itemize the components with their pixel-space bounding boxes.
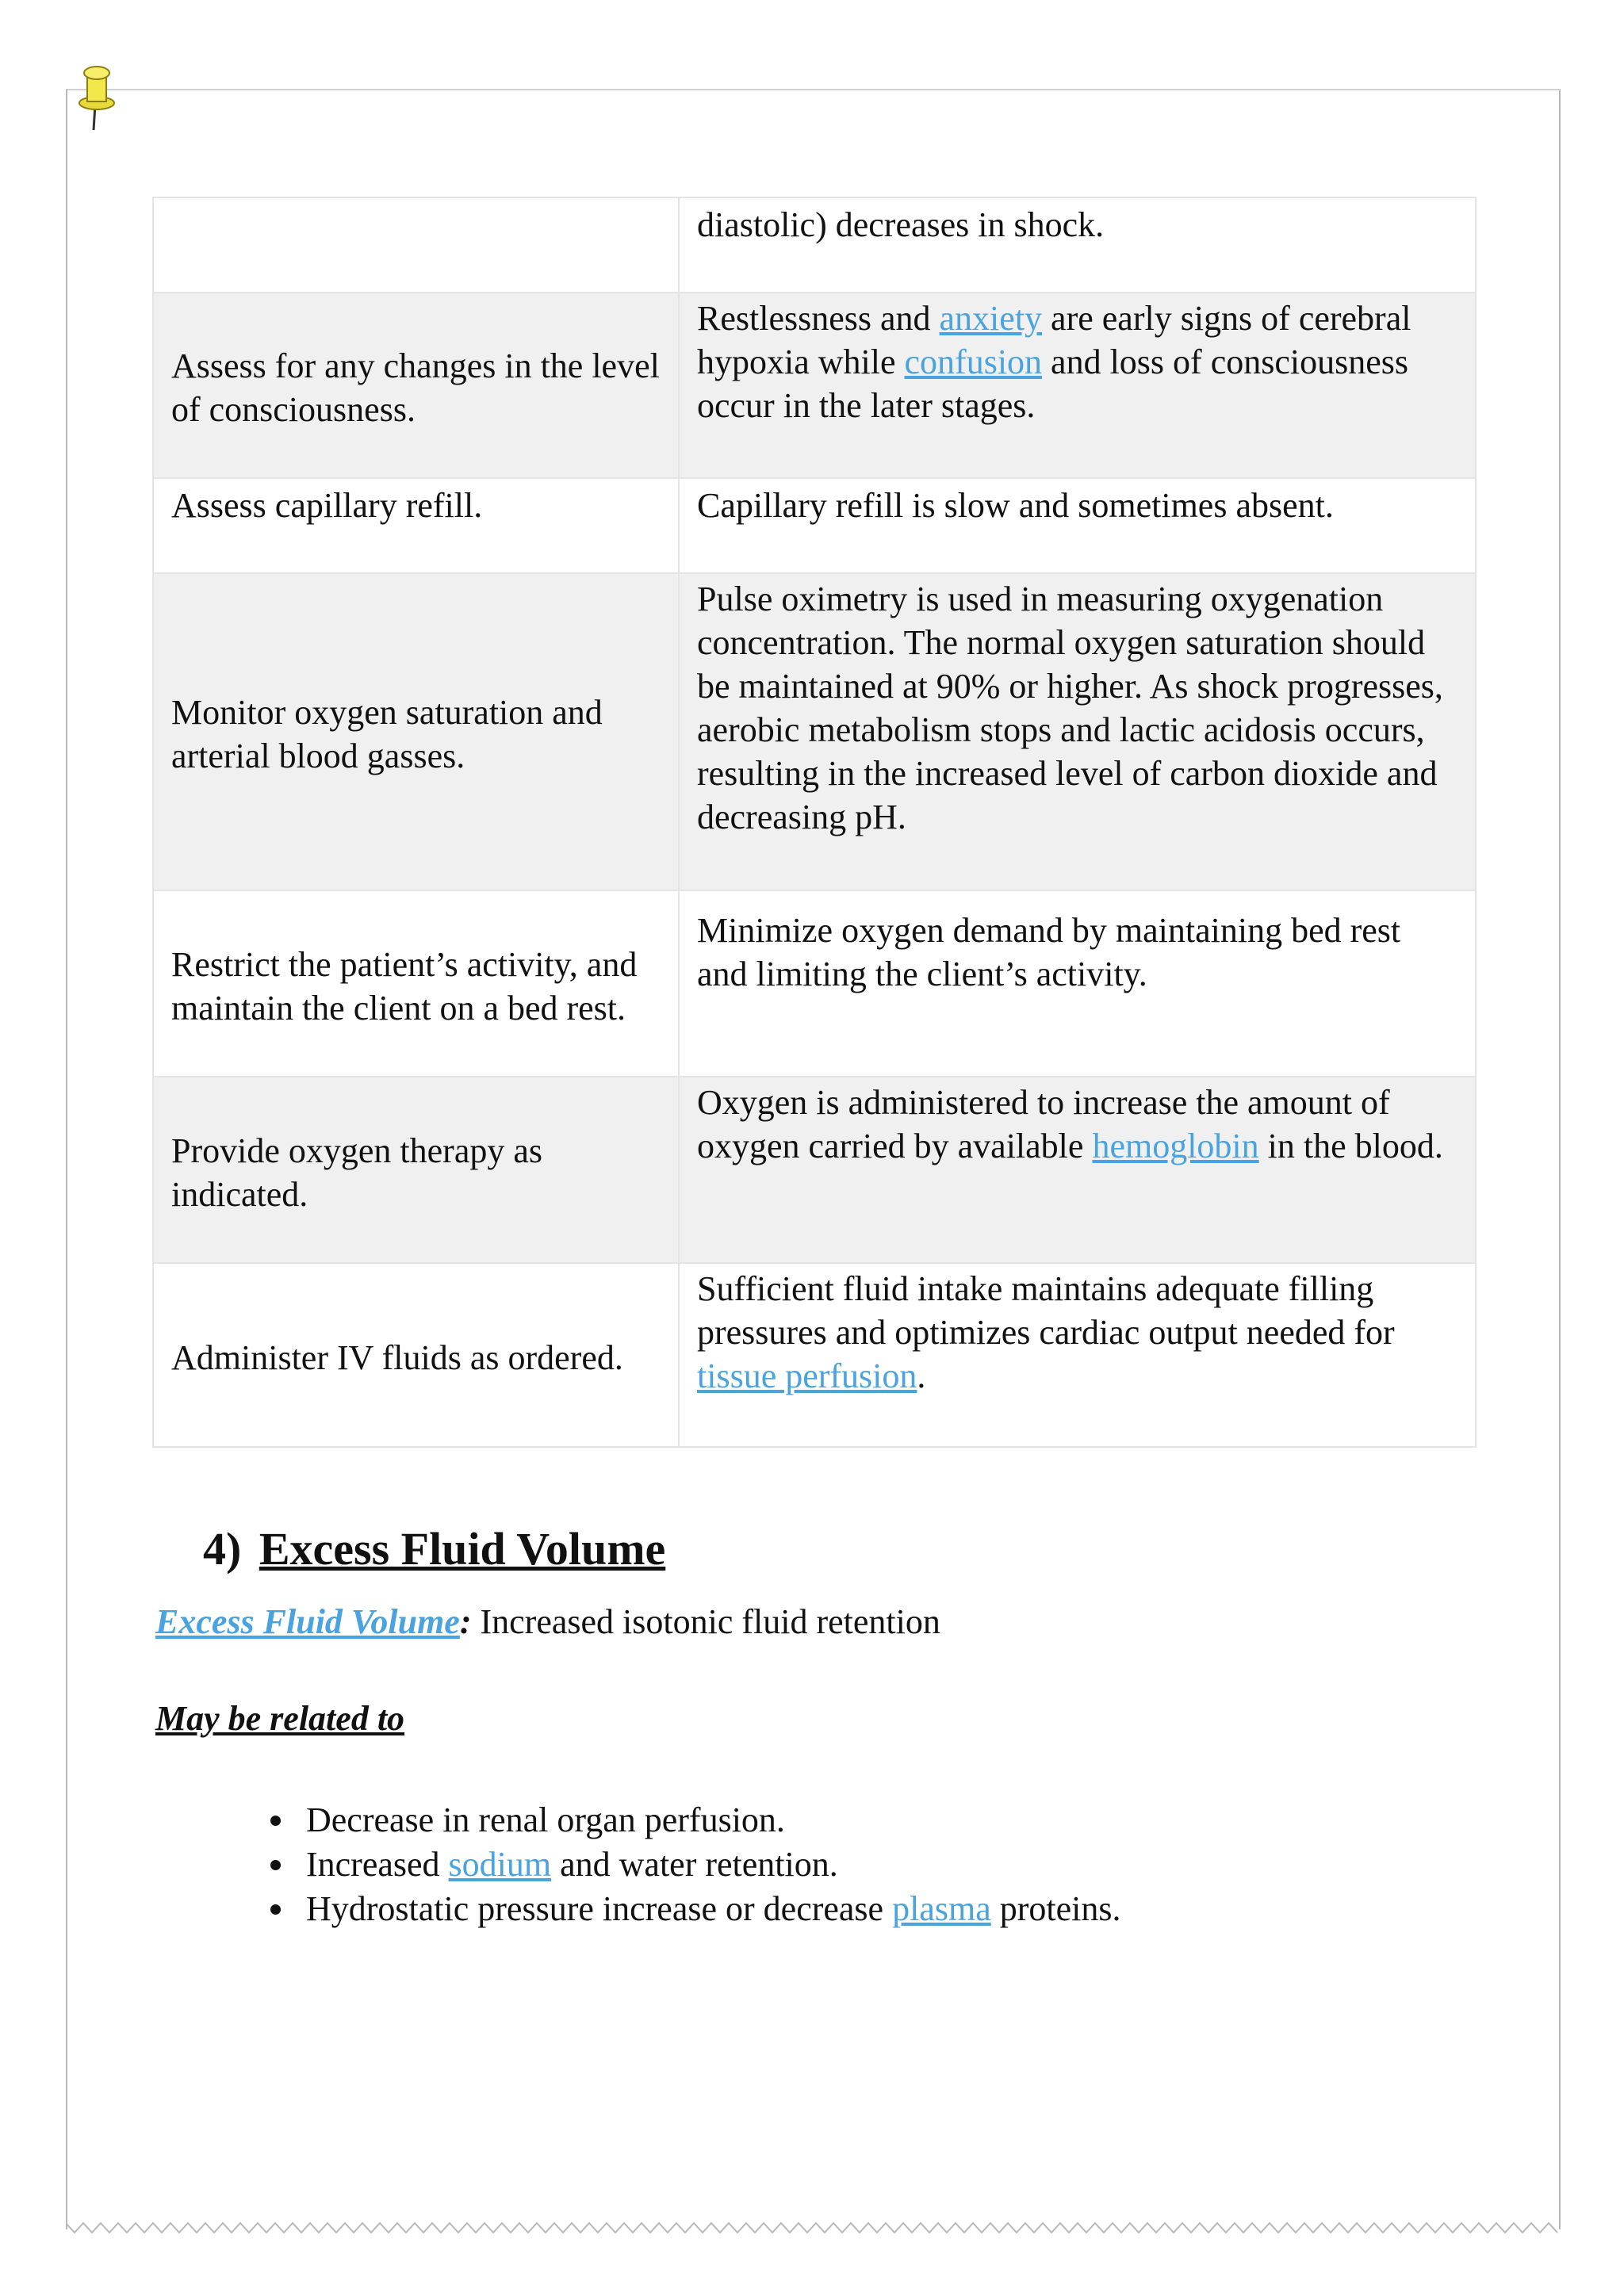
intervention-cell [153,197,679,293]
rationale-cell [679,1077,1476,1263]
table-row [153,890,1476,1077]
inline-link[interactable]: hemoglobin [1092,1127,1259,1165]
definition-colon: : [459,1602,472,1641]
intervention-cell: Assess capillary refill. [153,478,679,573]
intervention-cell: Assess for any changes in the level of consciousness. [153,293,679,478]
table-row [153,478,1476,573]
inline-text: Oxygen is administered to increase the amount of oxygen carried by available [697,1083,1390,1165]
inline-text: Minimize oxygen demand by maintaining bed rest and limiting the client’s activity. [697,911,1401,993]
inline-text: are early signs of cerebral hypoxia while [697,299,1411,381]
inline-text: in the blood. [1258,1127,1443,1165]
table-row [153,197,1476,293]
inline-text: Decrease in renal organ perfusion. [306,1800,785,1839]
inline-text: Pulse oximetry is used in measuring oxygenation concentration. The normal oxygen saturation should be maintained at 90% or higher. As shock progresses, aerobic metabolism stops and lactic acidosis occurs, resulting in the increased level of carbon dioxide and decreasing pH. [697,580,1443,836]
table-row [153,573,1476,890]
section-number: 4) [203,1523,242,1575]
pushpin-icon [76,63,117,132]
related-heading: May be related to [155,1699,405,1738]
intervention-cell: Provide oxygen therapy as indicated. [153,1077,679,1263]
intervention-cell: Administer IV fluids as ordered. [153,1263,679,1447]
table-row [153,1263,1476,1447]
rationale-cell [679,1263,1476,1447]
list-item [297,1843,1121,1887]
intervention-cell: Monitor oxygen saturation and arterial blood gasses. [153,573,679,890]
rationale-cell [679,573,1476,890]
inline-text: Hydrostatic pressure increase or decrease [306,1889,893,1928]
inline-text: . [917,1357,926,1395]
inline-link[interactable]: confusion [904,342,1043,381]
inline-text: and loss of consciousness occur in the later stages. [697,342,1409,425]
inline-text: Increased [306,1845,449,1884]
rationale-cell [679,478,1476,573]
inline-text: Restlessness and [697,299,940,338]
inline-link[interactable]: tissue perfusion [697,1357,917,1395]
section-title-text: Excess Fluid Volume [259,1523,666,1575]
list-item [297,1798,1121,1843]
inline-link[interactable]: plasma [892,1889,991,1928]
rationale-cell [679,197,1476,293]
inline-text: Sufficient fluid intake maintains adequate filling pressures and optimizes cardiac output needed for [697,1269,1395,1352]
table-row [153,293,1476,478]
definition [155,1598,940,1646]
inline-text: proteins. [990,1889,1121,1928]
related-list [251,1798,1121,1931]
definition-term-link[interactable]: Excess Fluid Volume [155,1602,460,1641]
care-plan-table [152,197,1477,1448]
inline-link[interactable]: sodium [448,1845,552,1884]
inline-text: and water retention. [551,1845,838,1884]
section-title [203,1521,665,1578]
inline-text: Capillary refill is slow and sometimes absent. [697,486,1334,525]
page-torn-edge [66,2220,1561,2236]
inline-text: diastolic) decreases in shock. [697,205,1105,244]
inline-link[interactable]: anxiety [939,299,1043,338]
rationale-cell [679,890,1476,1077]
intervention-cell: Restrict the patient’s activity, and maintain the client on a bed rest. [153,890,679,1077]
definition-text: Increased isotonic fluid retention [471,1602,940,1641]
rationale-cell [679,293,1476,478]
table-row [153,1077,1476,1263]
list-item [297,1887,1121,1931]
